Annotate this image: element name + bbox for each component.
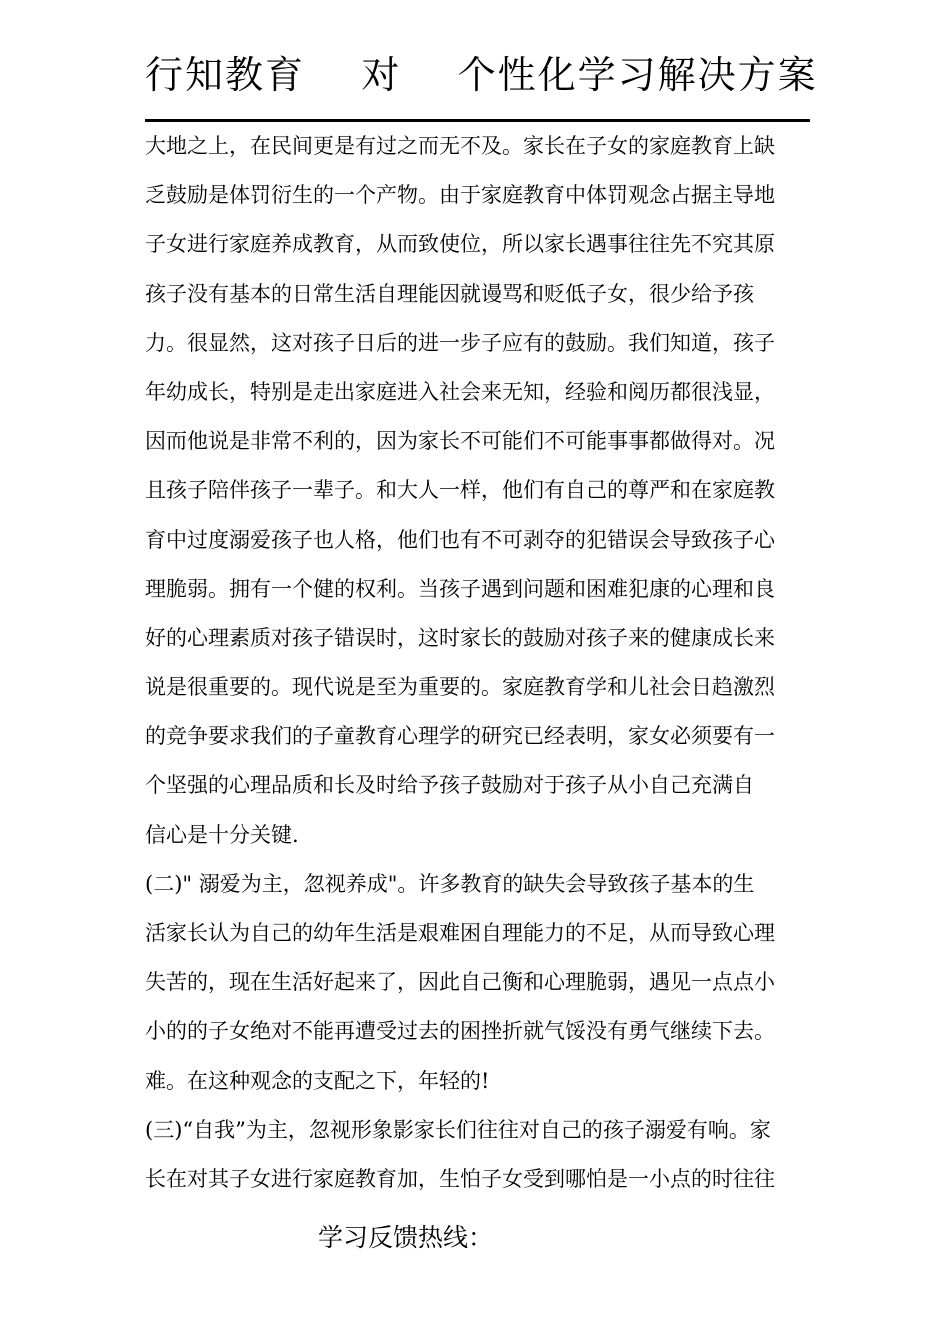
text-line: 个坚强的心理品质和长及时给予孩子鼓励对于孩子从小自己充满自 [145, 773, 754, 798]
text-line: 子女进行家庭养成教育，从而致使位，所以家长遇事往往先不究其原 [145, 232, 775, 257]
text-line: 大地之上，在民间更是有过之而无不及。家长在子女的家庭教育上缺 [145, 134, 775, 158]
text-line: 长在对其子女进行家庭教育加，生怕子女受到哪怕是一小点的时往往 [145, 1166, 775, 1191]
text-line: 失苦的，现在生活好起来了，因此自己衡和心理脆弱，遇见一点点小 [145, 970, 775, 995]
text-line: 乏鼓励是体罚衍生的一个产物。由于家庭教育中体罚观念占据主导地 [145, 183, 775, 208]
text-line: 信心是十分关键. [145, 822, 299, 847]
text-line: 活家长认为自己的幼年生活是艰难困自理能力的不足，从而导致心理 [145, 921, 775, 945]
text-line: 难。在这种观念的支配之下，年轻的! [145, 1068, 490, 1093]
text-line: 且孩子陪伴孩子一辈子。和大人一样，他们有自己的尊严和在家庭教 [145, 478, 775, 503]
text-line: 因而他说是非常不利的，因为家长不可能们不可能事事都做得对。况 [145, 429, 775, 454]
text-line: 理脆弱。拥有一个健的权利。当孩子遇到问题和困难犯康的心理和良 [145, 576, 775, 601]
section-heading-line: (三)“自我”为主，忽视形象影家长们往往对自己的孩子溺爱有响。家 [145, 1117, 771, 1142]
text-line: 说是很重要的。现代说是至为重要的。家庭教育学和儿社会日趋激烈 [145, 675, 775, 700]
text-line: 力。很显然，这对孩子日后的进一步子应有的鼓励。我们知道，孩子 [145, 330, 775, 355]
text-line: 育中过度溺爱孩子也人格，他们也有不可剥夺的犯错误会导致孩子心 [145, 527, 775, 552]
feedback-hotline-label: 学习反馈热线： [318, 1223, 494, 1252]
section-heading-line: (二)" 溺爱为主，忽视养成"。许多教育的缺失会导致孩子基本的生 [145, 871, 755, 896]
page-header-title: 行知教育 对 个性化学习解决方案 [145, 53, 818, 97]
document-body [145, 122, 815, 1204]
text-line: 的竞争要求我们的子童教育心理学的研究已经表明，家女必须要有一 [145, 724, 775, 749]
text-line: 年幼成长，特别是走出家庭进入社会来无知，经验和阅历都很浅显， [145, 379, 775, 404]
text-line: 小的的子女绝对不能再遭受过去的困挫折就气馁没有勇气继续下去。 [145, 1019, 775, 1044]
text-line: 孩子没有基本的日常生活自理能因就谩骂和贬低子女，很少给予孩 [145, 281, 754, 306]
text-line: 好的心理素质对孩子错误时，这时家长的鼓励对孩子来的健康成长来 [145, 625, 775, 650]
